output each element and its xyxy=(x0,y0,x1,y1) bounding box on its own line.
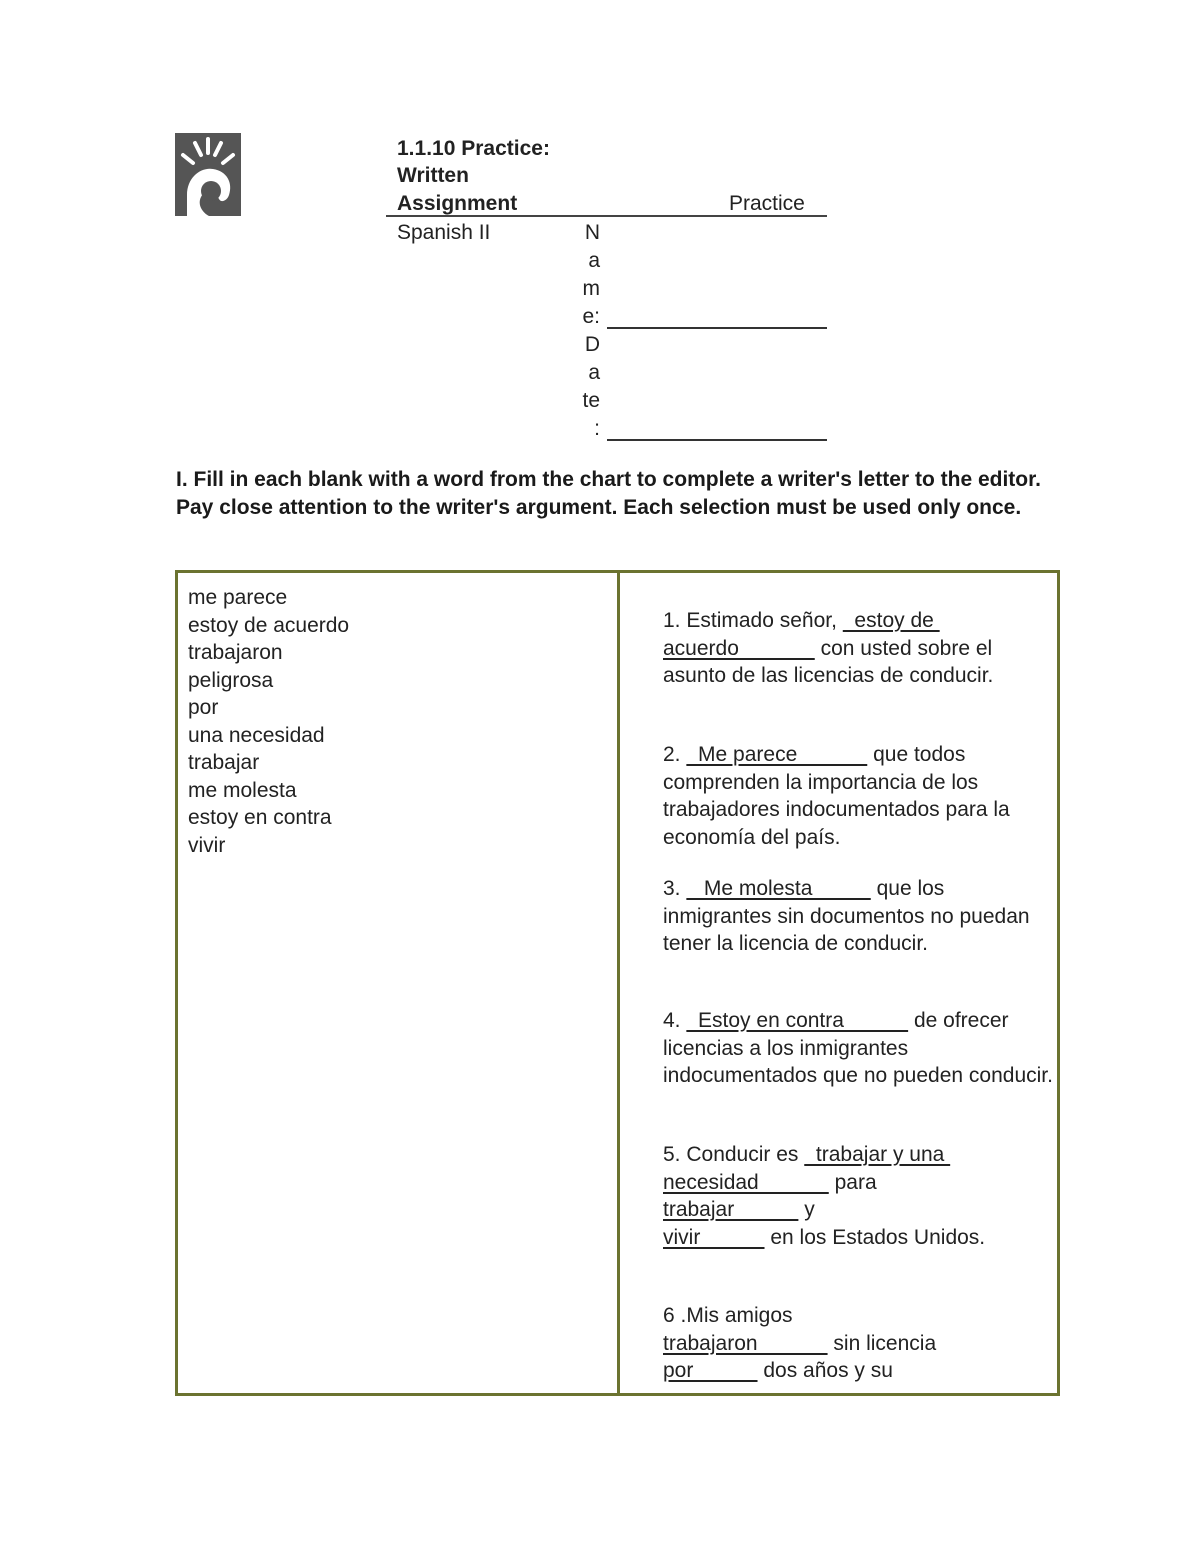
sun-head-logo-icon xyxy=(175,133,241,216)
word-bank-item: me molesta xyxy=(188,778,297,802)
sentence-text: en los Estados Unidos. xyxy=(764,1225,986,1249)
word-bank-item: trabajar xyxy=(188,751,260,774)
sentence-item-1 xyxy=(663,607,1058,690)
word-bank-item: peligrosa xyxy=(188,668,274,692)
answer-blank[interactable]: trabajaron xyxy=(663,1331,828,1355)
word-bank-item: me parece xyxy=(188,586,288,609)
word-bank-item: por xyxy=(188,696,219,719)
sentence-text: dos años y su xyxy=(757,1359,893,1382)
answer-blank[interactable]: necesidad xyxy=(663,1170,829,1194)
word-bank-item: estoy en contra xyxy=(188,806,332,829)
sentence-text: 6 .Mis amigos xyxy=(663,1304,793,1327)
sentence-text: que todos comprenden la importancia de los trabajadores indocumentados para la economía del país. xyxy=(663,743,1010,849)
answer-blank[interactable]: vivir xyxy=(663,1225,765,1249)
label-letter: m xyxy=(582,277,600,300)
answer-blank[interactable]: trabajar xyxy=(663,1198,799,1221)
sentence-text: 2. xyxy=(663,743,687,766)
title-line-1: 1.1.10 Practice: xyxy=(397,137,550,160)
sentence-text: de ofrecer licencias a los inmigrantes indocumentados que no pueden conducir. xyxy=(663,1009,1053,1087)
answer-blank[interactable]: Estoy en contra xyxy=(686,1009,909,1032)
sentence-text: que los inmigrantes sin documentos no puedan tener la licencia de conducir. xyxy=(663,877,1030,955)
sentence-item-2 xyxy=(663,741,1058,851)
sentence-text: para xyxy=(828,1170,877,1194)
sentence-text: y xyxy=(798,1198,815,1221)
word-bank xyxy=(188,584,349,859)
word-bank-item: estoy de acuerdo xyxy=(188,613,350,637)
sentence-text: con usted sobre el asunto de las licencias de conducir. xyxy=(663,636,994,687)
label-letter: : xyxy=(594,417,600,440)
assignment-type: Practice xyxy=(729,192,805,215)
header-divider xyxy=(386,215,827,217)
label-letter: e: xyxy=(582,305,600,328)
sentence-item-4 xyxy=(663,1007,1058,1090)
answer-blank[interactable]: estoy de xyxy=(842,609,940,632)
answer-blank[interactable]: Me molesta xyxy=(686,877,871,900)
sentence-item-5 xyxy=(663,1141,1058,1251)
name-field[interactable] xyxy=(607,327,827,329)
label-letter: N xyxy=(584,221,600,244)
title-line-3: Assignment xyxy=(397,192,518,215)
sentence-text: 1. Estimado señor, xyxy=(663,609,843,632)
title-line-2: Written xyxy=(397,164,469,187)
label-letter: te xyxy=(582,389,600,412)
sentence-item-3 xyxy=(663,875,1058,958)
label-letter: a xyxy=(588,361,600,384)
course-name: Spanish II xyxy=(397,221,491,244)
sentences-cell xyxy=(617,570,1060,1396)
sentence-text: 3. xyxy=(663,877,687,900)
word-bank-item: una necesidad xyxy=(188,723,325,747)
sentence-text: 5. Conducir es xyxy=(663,1143,805,1166)
label-letter: D xyxy=(584,333,600,356)
instructions: I. Fill in each blank with a word from the chart to complete a writer's letter to the editor. Pay close attention to the writer's argument. Each selection must be used only once. xyxy=(176,468,1041,519)
answer-blank[interactable]: Me parece xyxy=(686,743,868,766)
answer-blank[interactable]: trabajar y una xyxy=(804,1143,951,1166)
word-bank-item: vivir xyxy=(188,833,226,857)
sentence-text: sin licencia xyxy=(827,1331,937,1355)
sentence-item-6 xyxy=(663,1302,1058,1385)
answer-blank[interactable]: por xyxy=(663,1359,758,1382)
answer-blank[interactable]: acuerdo xyxy=(663,636,815,660)
sentence-text: 4. xyxy=(663,1009,687,1032)
label-letter: a xyxy=(588,249,600,272)
date-field[interactable] xyxy=(607,439,827,441)
word-bank-item: trabajaron xyxy=(188,641,283,664)
name-date-label xyxy=(568,219,600,443)
